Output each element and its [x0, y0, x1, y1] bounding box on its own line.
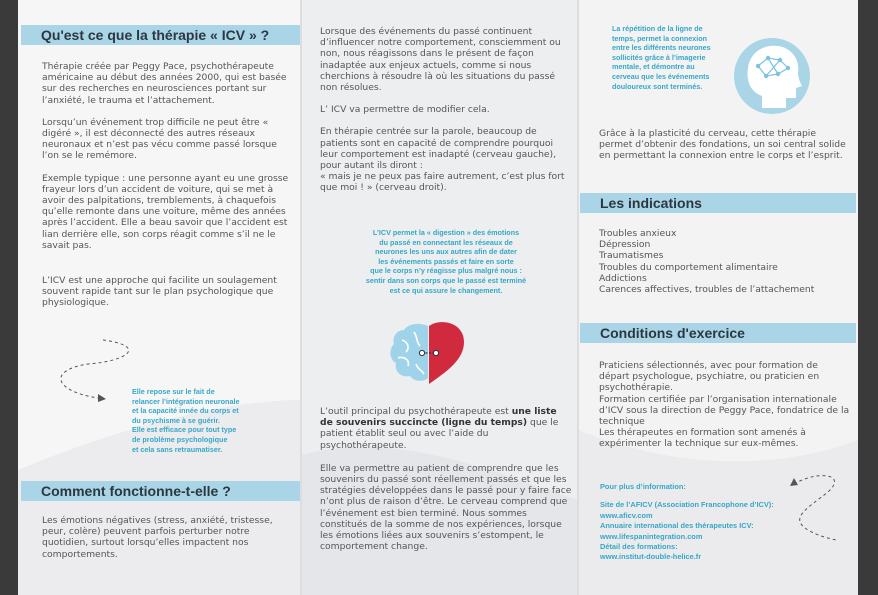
callout-line: cerveau que les événements [612, 71, 710, 81]
callout-line: Elle repose sur le fait de [132, 387, 215, 396]
col1-text [42, 61, 294, 309]
aficv-link[interactable]: www.aficv.com [600, 510, 653, 520]
training-label: Détail des formations: [600, 542, 678, 552]
callout-line: temps, permet la connexion [612, 33, 708, 43]
col2-text [320, 26, 570, 194]
brain-heart-icon [388, 320, 468, 386]
dashed-arrow-left [48, 336, 138, 406]
directory-label: Annuaire international des thérapeutes ICV: [600, 521, 754, 531]
indication-item: Troubles anxieux [599, 228, 677, 239]
links-heading: Pour plus d’information: [600, 482, 686, 491]
col1-paragraph-1: Thérapie créée par Peggy Pace, psychothérapeute américaine au début des années 2000, qui est basée sur des recherches en neurosciences portant sur l’anxiété, le trauma et l’attachement. [42, 61, 287, 106]
col3-paragraph-3: Formation certifiée par l’organisation internationale d’ICV sous la direction de Peggy Pace, fondatrice de la technique [599, 393, 850, 428]
callout-self-healing [132, 387, 292, 454]
callout-line: Elle est efficace pour tout type [132, 425, 237, 435]
col1-paragraph-3: Exemple typique : une personne ayant eu une grosse frayeur lors d’un accident de voiture, qui se met à avoir des palpitations, tremblements, à chaquefois qu’elle remonte dans une voiture, même des années après l’accident. Elle a beau savoir que l’accident est lian derrière elle, son corps réagit comme s’il ne le savait pas. [42, 172, 289, 251]
col2-paragraph-3: En thérapie centrée sur la parole, beaucoup de patients sont en capacité de comprendre pourquoi leur comportement est inadapté (cerveau gauche), pour autant ils diront : [320, 126, 557, 172]
heading-conditions: Conditions d'exercice [580, 323, 856, 343]
callout-line: est ce qui assure le changement. [389, 285, 503, 295]
col2-p4-bold: une liste de souvenirs succincte (ligne du temps) [320, 406, 557, 429]
aficv-label: Site de l’AFICV (Association Francophone d’ICV): [600, 500, 774, 510]
col2-paragraph-1: Lorsque des événements du passé continuent d’influencer notre comportement, consciemment ou non, nous réagissons dans le présent de façon inadaptée aux enjeux actuels, comme si nous cherchions à résoudre là où les situations du passé non résolues. [320, 26, 561, 94]
links-spacer [600, 492, 820, 500]
callout-line: du passé en connectant les réseaux de [379, 237, 513, 247]
lifespan-link[interactable]: www.lifespanintegration.com [600, 531, 703, 541]
callout-line: entre les différents neurones [612, 43, 711, 53]
heading-what-is-icv: Qu'est ce que la thérapie « ICV » ? [21, 25, 300, 45]
head-network-icon [732, 36, 812, 116]
brochure-page [18, 0, 858, 595]
callout-line: sentir dans son corps que le passé est terminé [365, 275, 527, 285]
indication-item: Dépression [599, 239, 651, 251]
indication-item: Carences affectives, troubles de l’attachement [599, 284, 815, 296]
col2-paragraph-3b: « mais je ne peux pas faire autrement, c’est plus fort que moi ! » (cerveau droit). [320, 171, 565, 194]
institute-link[interactable]: www.institut-double-helice.fr [600, 552, 702, 562]
callout-line: et cela sans retraumatiser. [132, 444, 223, 454]
callout-line: douloureux sont terminés. [612, 81, 703, 91]
info-links [600, 482, 820, 563]
fold-line-2 [577, 0, 579, 595]
col1-paragraph-4: L’ICV est une approche qui facilite un soulagement souvent rapide tant sur le plan psychologique que physiologique. [42, 275, 277, 309]
callout-line: de problème psychologique [132, 434, 228, 444]
callout-line: les événements passés et faire en sorte [378, 256, 514, 266]
col2-paragraph-5: Elle va permettre au patient de comprendre que les souvenirs du passé sont réellement passés et que les stratégies développées dans le passé pour y faire face n’ont plus de raison d’être. Le cerveau comprend que l’événement est bien terminé. Nous sommes constitués de la somme de nos expériences, lorsque les émotions liées aux souvenirs s’estompent, le comportement change. [320, 462, 572, 553]
callout-line: sollicités grâce à l’imagerie [612, 52, 706, 62]
callout-line: que le corps n’y réagisse plus malgré nous : [370, 266, 522, 276]
col2-p4-end: que le patient établit seul ou avec l’aide du psychothérapeute. [320, 417, 559, 451]
indications-list [599, 228, 851, 295]
callout-line: mentale, et démontre au [612, 62, 695, 72]
callout-line: relancer l’intégration neuronale [132, 396, 240, 406]
col1-paragraph-2: Lorsqu’un événement trop difficile ne peut être « digéré », il est déconnecté des autres réseaux neuronaux et n’est pas vécu comme passé lorsque l’on se le remémore. [42, 116, 277, 162]
indication-item: Traumatismes [599, 250, 664, 262]
callout-line: La répétition de la ligne de [612, 24, 703, 33]
col2-p4-start: L’outil principal du psychothérapeute est [320, 406, 512, 417]
indication-item: Addictions [599, 272, 647, 284]
callout-digestion [320, 228, 572, 295]
col3-conditions-text [599, 360, 851, 450]
heading-how-it-works: Comment fonctionne-t-elle ? [21, 481, 300, 501]
col3-paragraph-1: Grâce à la plasticité du cerveau, cette thérapie permet d’obtenir des fondations, un soi central solide en permettant la connexion entre le corps et l’esprit. [599, 128, 846, 162]
heading-indications: Les indications [580, 193, 856, 213]
callout-line: neurones les uns aux autres afin de dater [375, 247, 517, 257]
callout-timeline [612, 24, 737, 91]
callout-line: L’ICV permet la « digestion » des émotions [372, 228, 520, 237]
col2-paragraph-2: L’ ICV va permettre de modifier cela. [320, 104, 490, 116]
callout-line: du psychisme à se guérir. [132, 415, 220, 425]
indication-item: Troubles du comportement alimentaire [599, 261, 778, 273]
col3-paragraph-4: Les thérapeutes en formation sont amenés à expérimenter la technique sur eux-mêmes. [599, 427, 806, 450]
col3-paragraph-2: Praticiens sélectionnés, avec pour formation de départ psychologue, psychiatre, ou praticien en psychothérapie. [599, 360, 820, 394]
col2-paragraph-4 [320, 406, 572, 451]
col1-paragraph-5: Les émotions négatives (stress, anxiété, tristesse, peur, colère) peuvent parfois perturber notre quotidien, surtout lorsqu’elles impactent nos comportements. [42, 515, 273, 560]
callout-line: et la capacité innée du corps et [132, 406, 239, 416]
fold-line-1 [300, 0, 302, 595]
col2-text-bottom [320, 406, 572, 552]
